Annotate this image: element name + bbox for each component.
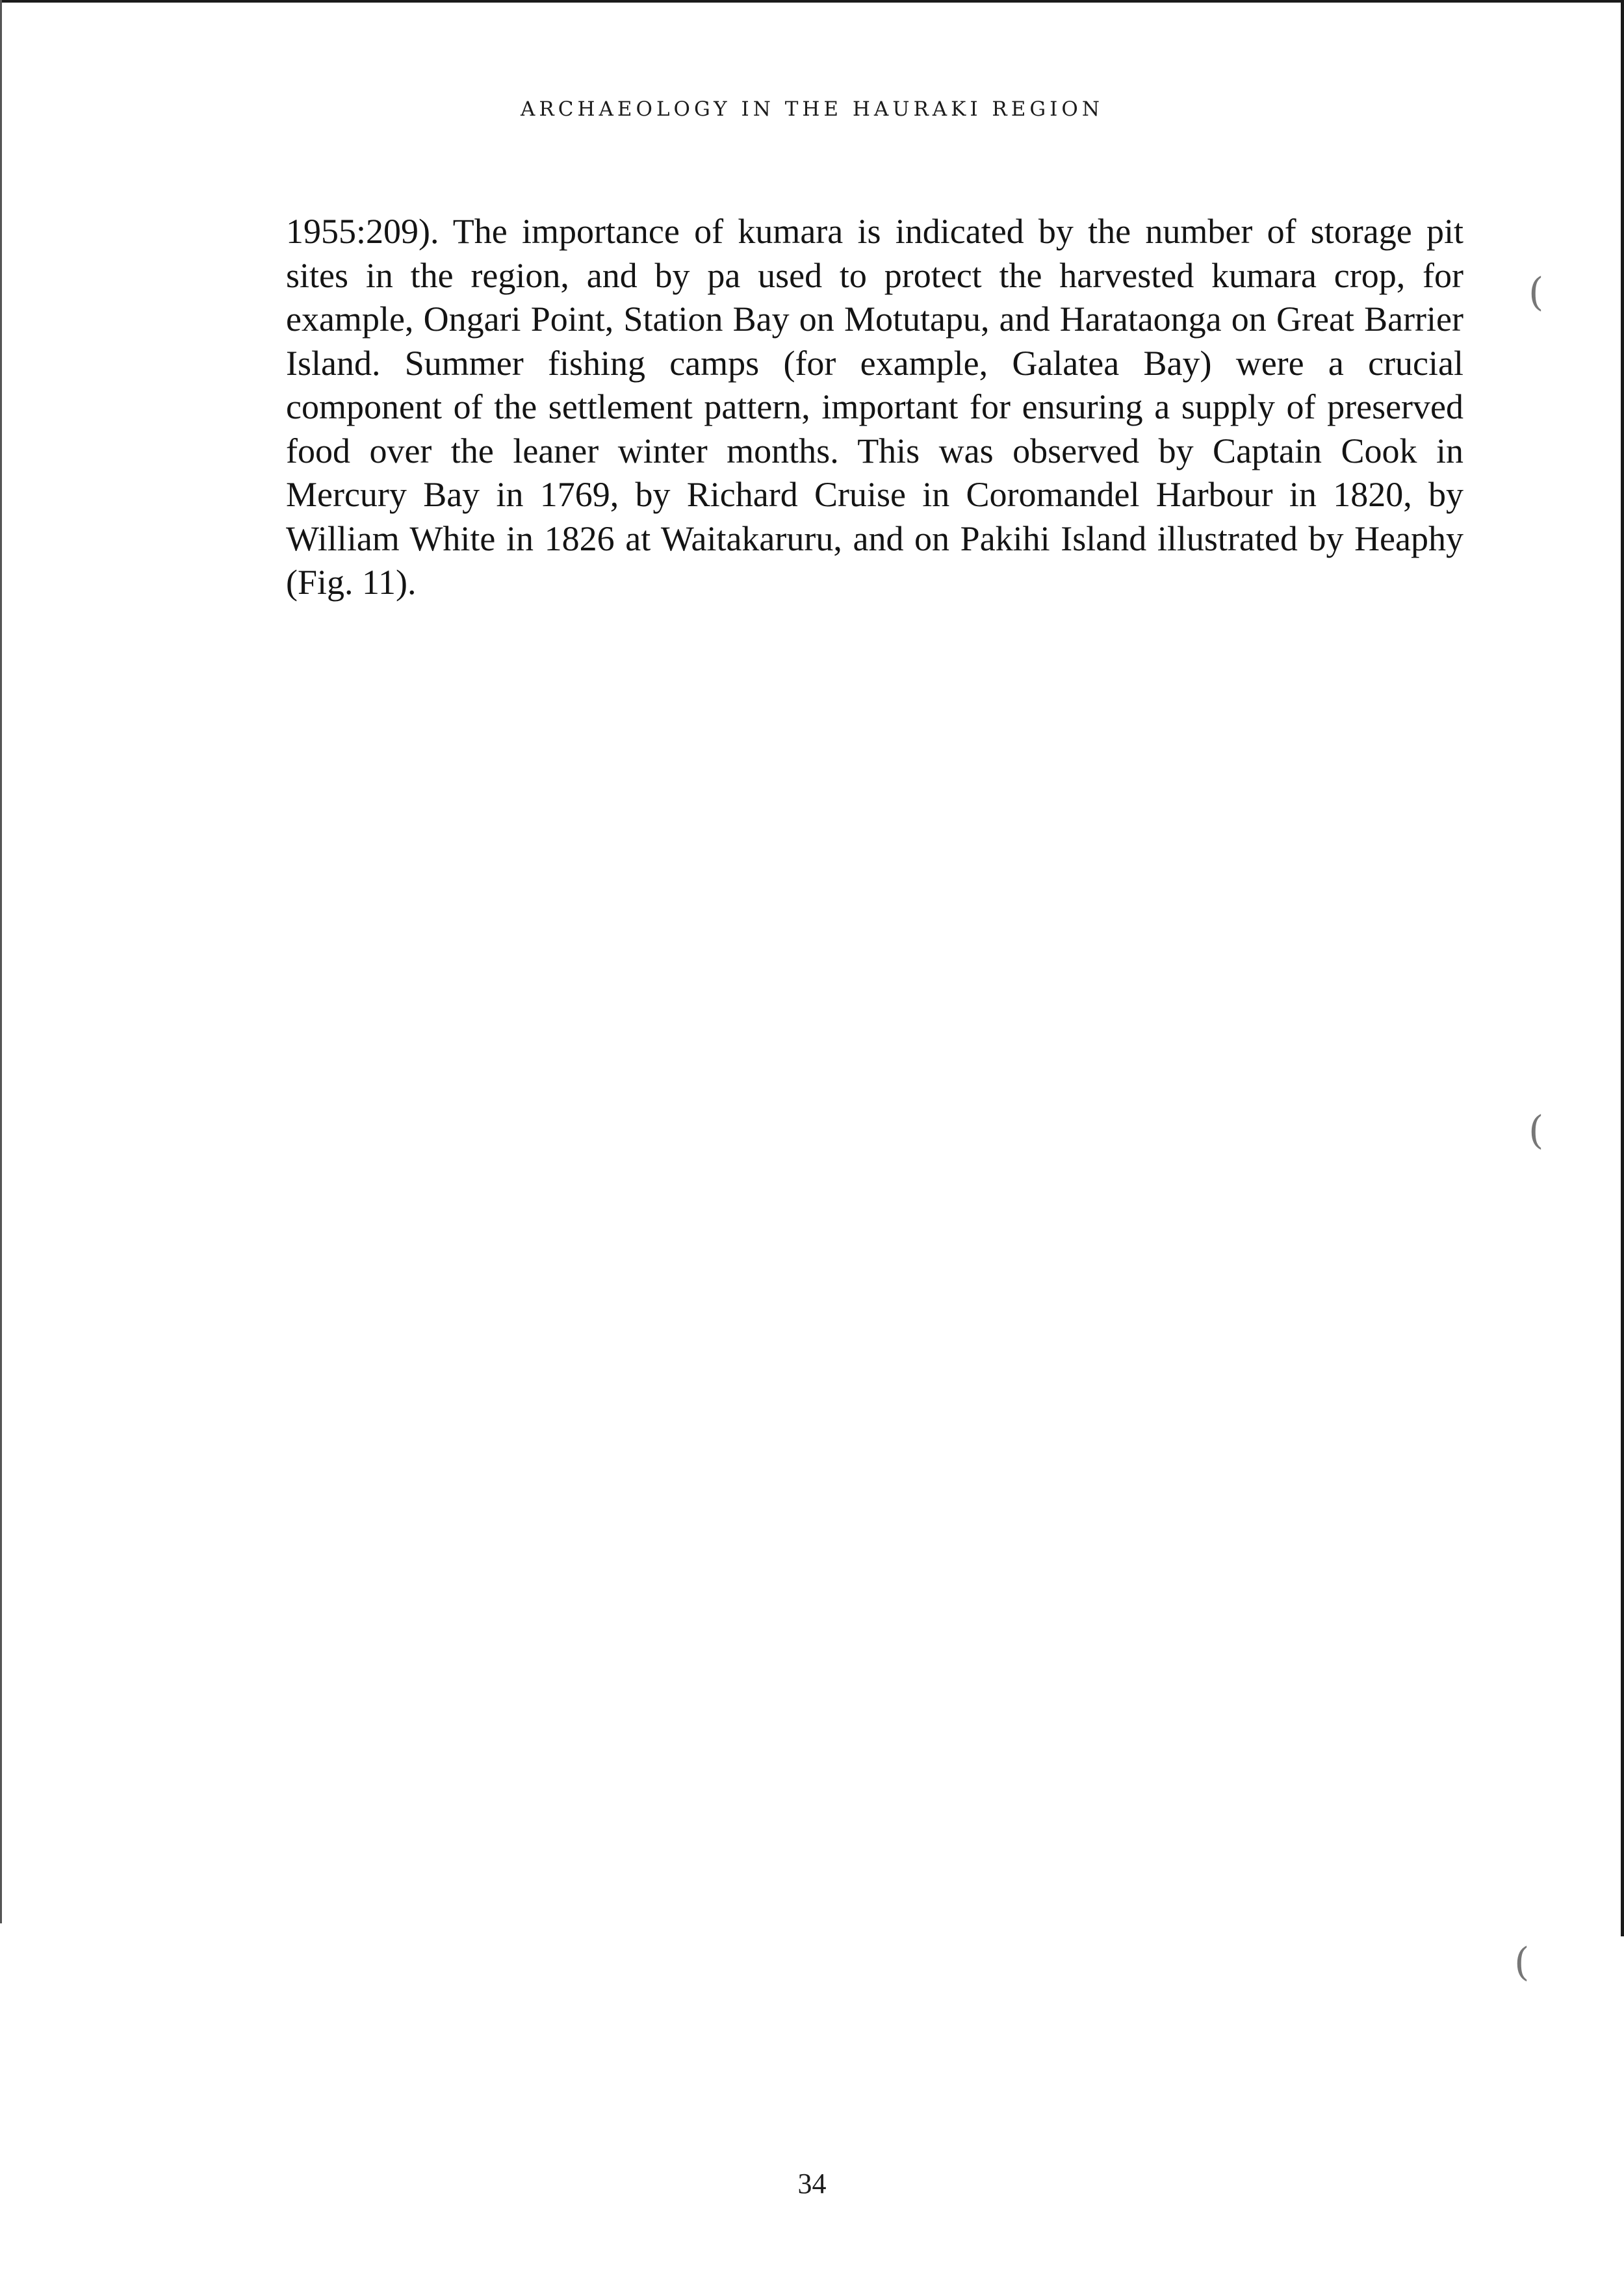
binding-hole-mark: ( — [1528, 1108, 1544, 1153]
binding-hole-mark: ( — [1514, 1940, 1530, 1985]
scan-edge-top — [0, 0, 1624, 3]
page-number: 34 — [797, 2168, 827, 2200]
running-head: ARCHAEOLOGY IN THE HAURAKI REGION — [521, 97, 1103, 121]
binding-hole-mark: ( — [1528, 270, 1544, 315]
scan-edge-left — [0, 0, 2, 1923]
scan-edge-right — [1621, 0, 1624, 1936]
body-paragraph: 1955:209). The importance of kumara is indicated by the number of storage pit sites in the region, and by pa used to protect the harvested kumara crop, for example, Ongari Point, Station Bay on Motutapu, and Harataonga on Great Barrier Island. Summer fishing camps (for example, Galatea Bay) were a crucial component of the settlement pattern, important for ensuring a supply of preserved food over the leaner winter months. This was observed by Captain Cook in Mercury Bay in 1769, by Richard Cruise in Coromandel Harbour in 1820, by William White in 1826 at Waitakaruru, and on Pakihi Island illustrated by Heaphy (Fig. 11). — [286, 212, 1463, 602]
